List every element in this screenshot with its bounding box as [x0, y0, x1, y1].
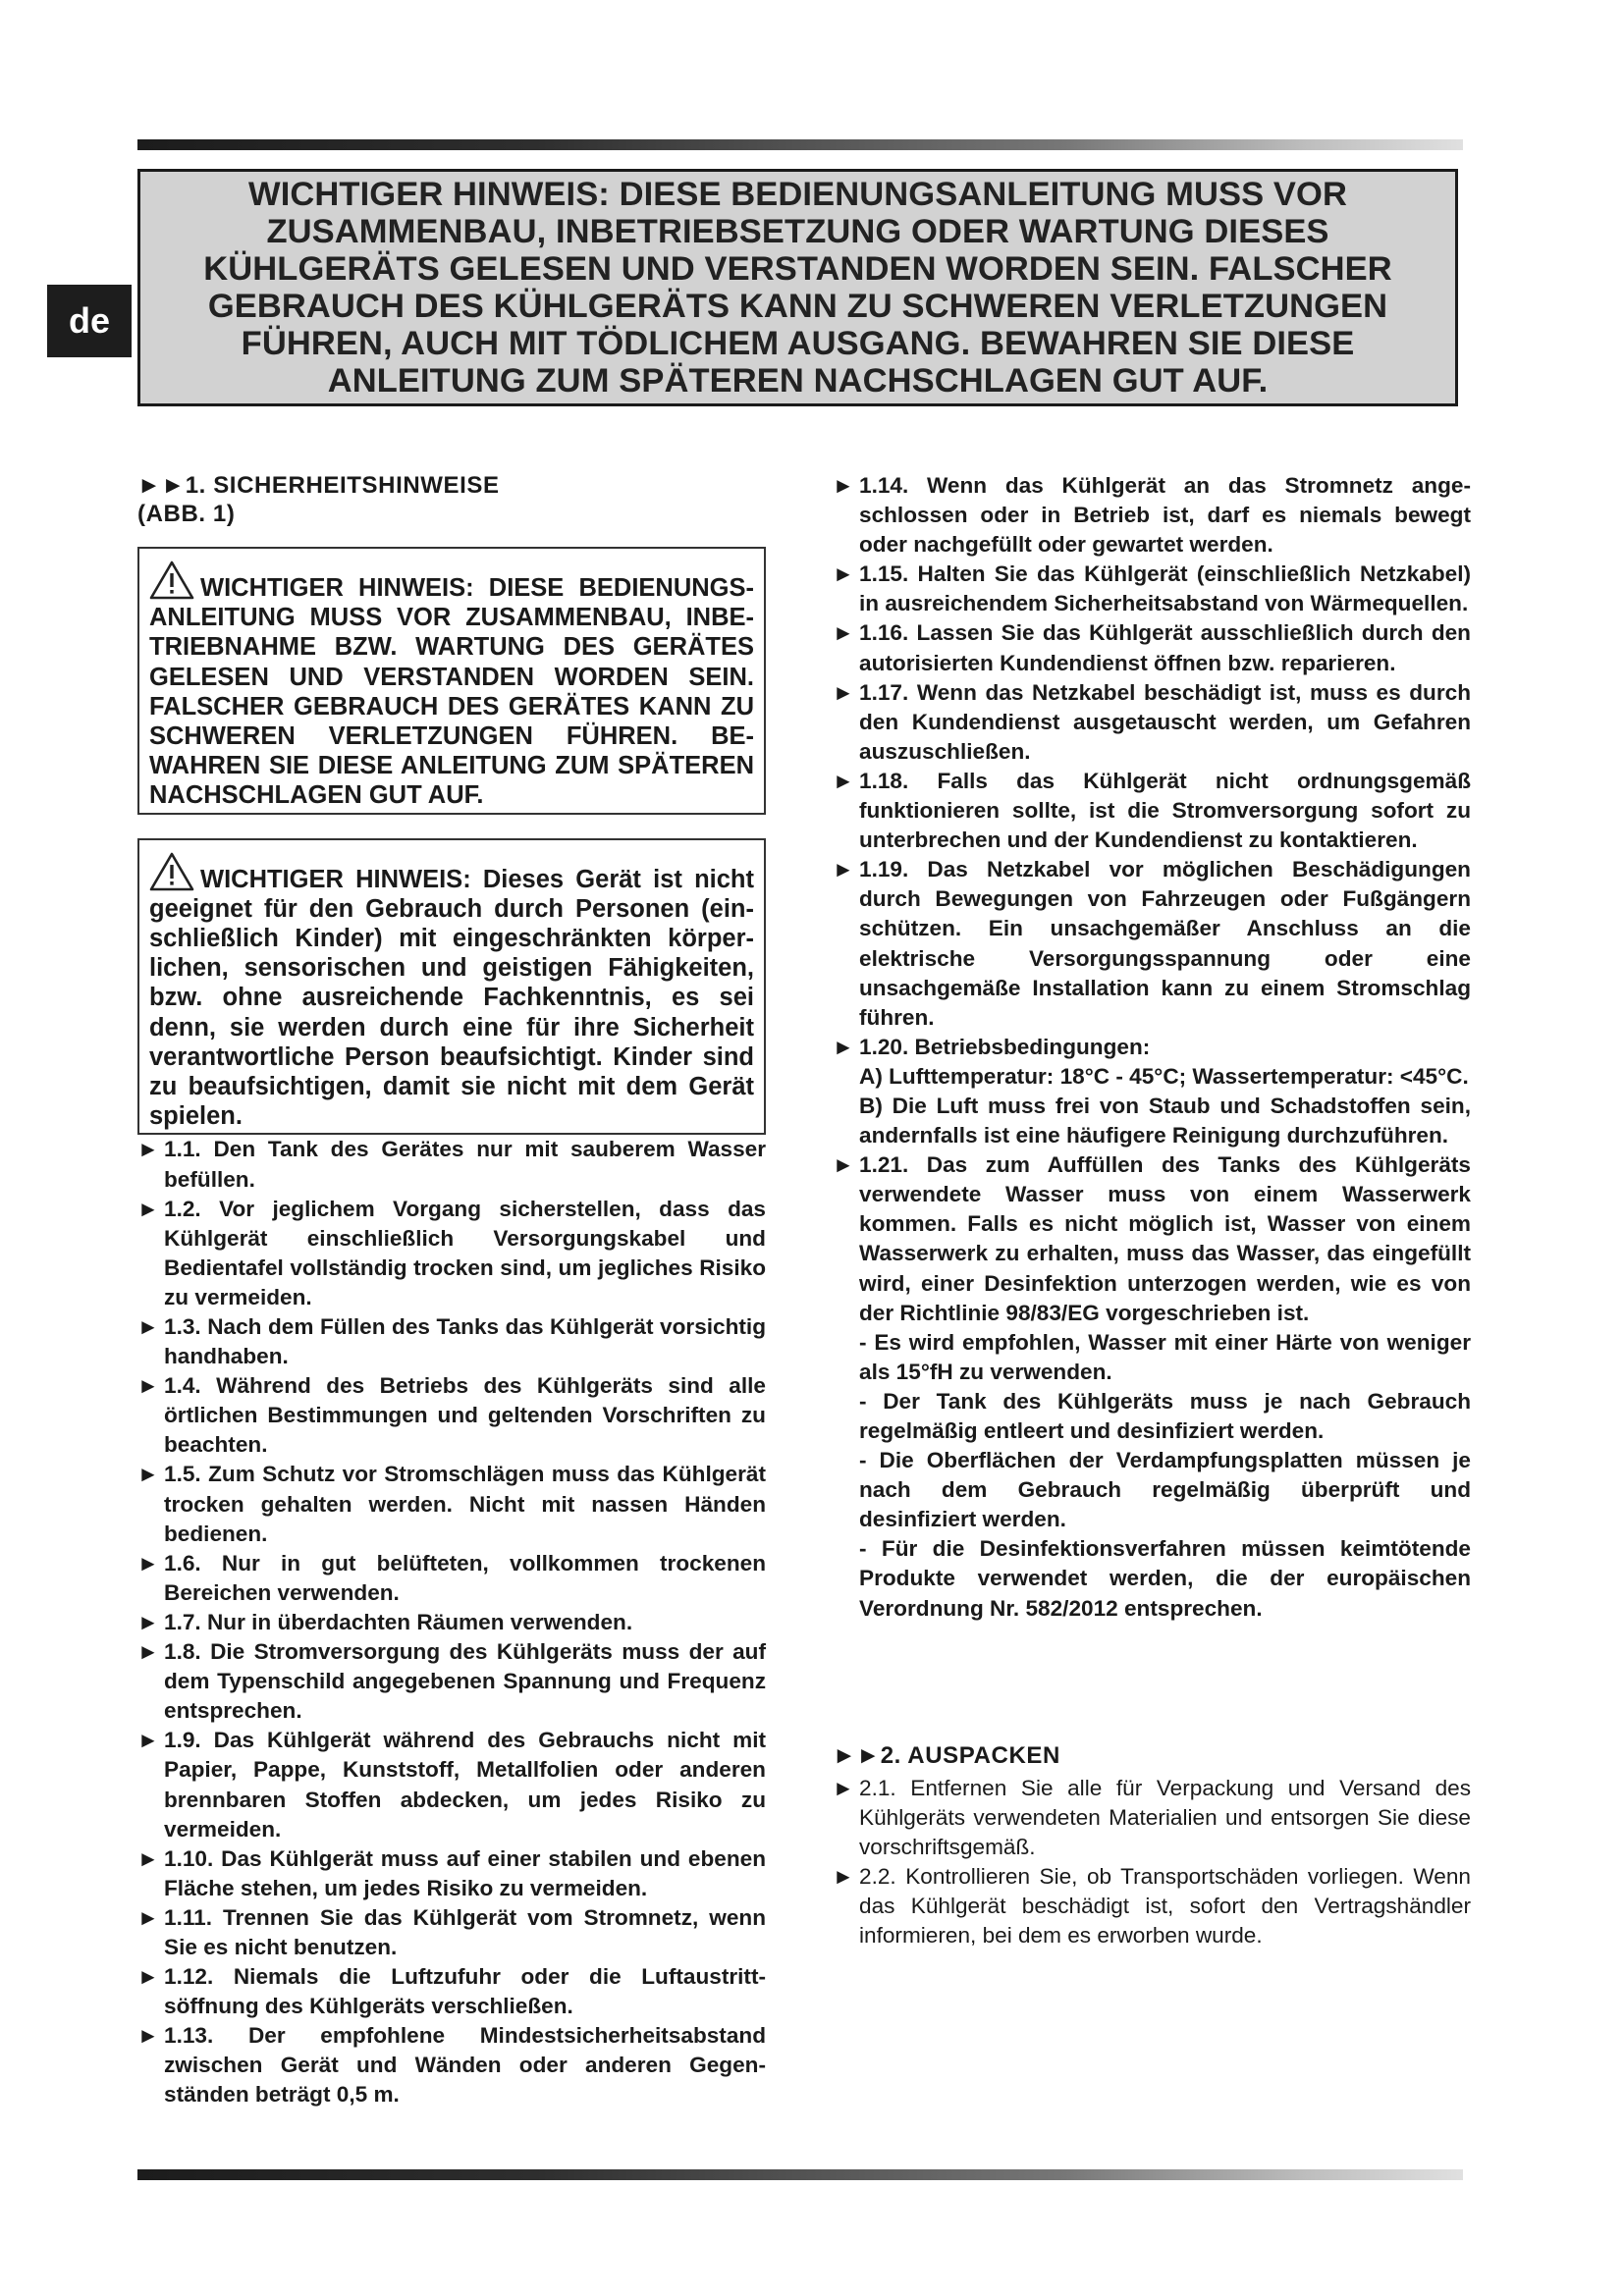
warning-2-text: WICHTIGER HINWEIS: Dieses Gerät ist nicht geeignet für den Gebrauch durch Personen (einschließlich Kinder) mit eingeschränkten körperlichen, sensorischen und geistigen Fähigkeiten, bzw. ohne ausreichende Fachkenntnis, es sei denn, sie werden durch eine für ihre Sicherheit verantwortliche Person beaufsichtigt. Kinder sind zu beaufsichtigen, damit sie nicht mit dem Gerät spielen. — [149, 865, 754, 1131]
list-item: ► 1.17. Wenn das Netzkabel beschädigt ist, muss es durch den Kundendienst ausgetauscht werden, um Gefahren auszuschließen. — [833, 679, 1472, 764]
list-item: ► 1.19. Das Netzkabel vor möglichen Beschädigungen durch Bewegungen von Fahrzeugen oder Fußgängern schützen. Ein unsachgemäßer Anschluss an die elektrische Versorgungsspannung oder eine unsachgemäße Installation kann zu einem Stromschlag führen. — [833, 857, 1471, 1030]
operating-condition-b: B) Die Luft muss frei von Staub und Schadstoffen sein, andernfalls ist eine häufigere Reinigung durchzuführen. — [859, 1093, 1471, 1148]
section1-title-line1: ►►1. SICHERHEITSHINWEISE — [137, 472, 500, 499]
water-note: - Die Oberflächen der Verdampfungsplatten müssen je nach dem Gebrauch regelmäßig überprüft und desinfiziert werden. — [859, 1448, 1471, 1532]
warning-box-1 — [137, 547, 766, 815]
bottom-rule — [137, 2169, 1463, 2180]
list-item: ► 1.9. Das Kühlgerät während des Gebrauchs nicht mit Papier, Pappe, Kunststoff, Metallfolien oder anderen brennbaren Stoffen abdecken, um jedes Risiko zu vermeiden. — [137, 1728, 766, 1842]
list-item: ► 1.20. Betriebsbedingungen: A) Lufttemperatur: 18°C - 45°C; Wassertemperatur: <45°C. B) Die Luft muss frei von Staub und Schadstoffen sein, andernfalls ist eine häufigere Reinigung durchzuführen. — [833, 1033, 1471, 1150]
warning-triangle-icon — [149, 852, 194, 891]
list-item: ► 1.16. Lassen Sie das Kühlgerät ausschließlich durch den autorisierten Kundendienst öffnen bzw. reparieren. — [833, 620, 1471, 675]
section2 — [833, 1741, 1471, 1951]
list-item: ► 1.4. Während des Betriebs des Kühlgeräts sind alle örtlichen Bestimmungen und geltenden Vorschriften zu beachten. — [137, 1373, 766, 1458]
section1-title-line2: (ABB. 1) — [137, 501, 236, 527]
right-column — [833, 471, 1471, 1950]
warning-1-text: WICHTIGER HINWEIS: DIESE BEDIENUNGSANLEITUNG MUSS VOR ZUSAMMENBAU, INBETRIEBNAHME BZW. WARTUNG DES GERÄTES GELESEN UND VERSTANDEN WORDEN SEIN. FALSCHER GEBRAUCH DES GERÄTES KANN ZU SCHWEREN VERLETZUNGEN FÜHREN. BEWAHREN SIE DIESE ANLEITUNG ZUM SPÄTEREN NACHSCHLAGEN GUT AUF. — [149, 574, 754, 810]
list-item: ► 1.21. Das zum Auffüllen des Tanks des Kühlgeräts verwendete Wasser muss von einem Wasserwerk kommen. Falls es nicht möglich ist, Wasser von einem Wasserwerk zu erhalten, muss das Wasser, das eingefüllt wird, einer Desinfektion unterzogen werden, wie es von der Richtlinie 98/83/EG vorgeschrieben ist. - Es wird empfohlen, Wasser mit einer Härte von weniger als 15°fH zu verwenden. - Der Tank des Kühlgeräts muss je nach Gebrauch regelmäßig entleert und desinfiziert werden. - Die Oberflächen der Verdampfungsplatten müssen je nach dem Gebrauch regelmäßig überprüft und desinfiziert werden. - Für die Desinfektionsverfahren müssen keimtötende Produkte verwendet werden, die der europäischen Verordnung Nr. 582/2012 entsprechen. — [833, 1150, 1471, 1624]
water-note: - Es wird empfohlen, Wasser mit einer Härte von weniger als 15°fH zu verwenden. — [859, 1329, 1471, 1384]
list-item: ► 1.1. Den Tank des Gerätes nur mit sauberem Wasser befüllen. — [137, 1137, 767, 1192]
list-item: ► 1.2. Vor jeglichem Vorgang sicherstellen, dass das Kühlgerät einschließlich Versorgungskabel und Bedientafel vollständig trocken sind, um jegliches Risiko zu vermeiden. — [137, 1196, 766, 1309]
list-item: ► 2.2. Kontrollieren Sie, ob Transportschäden vorliegen. Wenn das Kühlgerät beschädigt ist, sofort den Vertragshändler informieren, bei dem es erworben wurde. — [833, 1863, 1471, 1949]
list-item: ► 2.1. Entfernen Sie alle für Verpackung und Versand des Kühlgeräts verwendeten Materialien und entsorgen Sie diese vorschriftsgemäß. — [833, 1775, 1471, 1859]
water-note: - Der Tank des Kühlgeräts muss je nach Gebrauch regelmäßig entleert und desinfiziert werden. — [859, 1388, 1471, 1443]
important-notice-banner — [137, 169, 1458, 406]
section1-title — [137, 471, 766, 528]
language-tab-label: de — [68, 300, 110, 341]
list-item: ► 1.13. Der empfohlene Mindestsicherheitsabstand zwischen Gerät und Wänden oder anderen Gegenständen beträgt 0,5 m. — [137, 2023, 766, 2108]
top-rule — [137, 139, 1463, 150]
list-item: ► 1.5. Zum Schutz vor Stromschlägen muss das Kühlgerät trocken gehalten werden. Nicht mit nassen Händen bedienen. — [137, 1462, 766, 1546]
language-tab — [47, 285, 132, 357]
warning-triangle-icon — [149, 561, 194, 600]
list-item: ► 1.12. Niemals die Luftzufuhr oder die Luftaustrittsöffnung des Kühlgeräts verschließen. — [137, 1964, 767, 2019]
list-item: ► 1.11. Trennen Sie das Kühlgerät vom Stromnetz, wenn Sie es nicht benutzen. — [137, 1904, 766, 1959]
list-item: ► 1.10. Das Kühlgerät muss auf einer stabilen und ebenen Fläche stehen, um jedes Risiko zu vermeiden. — [137, 1845, 766, 1900]
list-item: ► 1.8. Die Stromversorgung des Kühlgeräts muss der auf dem Typenschild angegebenen Spannung und Frequenz entsprechen. — [137, 1639, 767, 1724]
left-column — [137, 471, 766, 2110]
list-item: ► 1.6. Nur in gut belüfteten, vollkommen trockenen Bereichen verwenden. — [137, 1550, 767, 1605]
list-item: ► 1.14. Wenn das Kühlgerät an das Stromnetz angeschlossen oder in Betrieb ist, darf es niemals bewegt oder nachgefüllt oder gewartet werden. — [833, 473, 1471, 558]
water-note: - Für die Desinfektionsverfahren müssen keimtötende Produkte verwendet werden, die der europäischen Verordnung Nr. 582/2012 entsprechen. — [859, 1536, 1471, 1621]
list-item: ► 1.3. Nach dem Füllen des Tanks das Kühlgerät vorsichtig handhaben. — [137, 1314, 766, 1369]
list-item: ► 1.18. Falls das Kühlgerät nicht ordnungsgemäß funktionieren sollte, ist die Stromversorgung sofort zu unterbrechen und der Kundendienst zu kontaktieren. — [833, 768, 1471, 853]
banner-text: WICHTIGER HINWEIS: DIESE BEDIENUNGSANLEITUNG MUSS VOR ZUSAMMENBAU, INBETRIEBSETZUNG ODER WARTUNG DIESES KÜHLGERÄTS GELESEN UND VERSTANDEN WORDEN SEIN. FALSCHER GEBRAUCH DES KÜHLGERÄTS KANN ZU SCHWEREN VERLETZUNGEN FÜHREN, AUCH MIT TÖDLICHEM AUSGANG. BEWAHREN SIE DIESE ANLEITUNG ZUM SPÄTEREN NACHSCHLAGEN GUT AUF. — [203, 176, 1392, 400]
list-item: ► 1.7. Nur in überdachten Räumen verwenden. — [137, 1609, 633, 1634]
section2-title: ►►2. AUSPACKEN — [833, 1741, 1060, 1769]
operating-condition-a: A) Lufttemperatur: 18°C - 45°C; Wassertemperatur: <45°C. — [859, 1063, 1469, 1089]
list-item: ► 1.15. Halten Sie das Kühlgerät (einschließlich Netzkabel) in ausreichendem Sicherheitsabstand von Wärmequellen. — [833, 561, 1472, 616]
warning-box-2 — [137, 838, 766, 1136]
